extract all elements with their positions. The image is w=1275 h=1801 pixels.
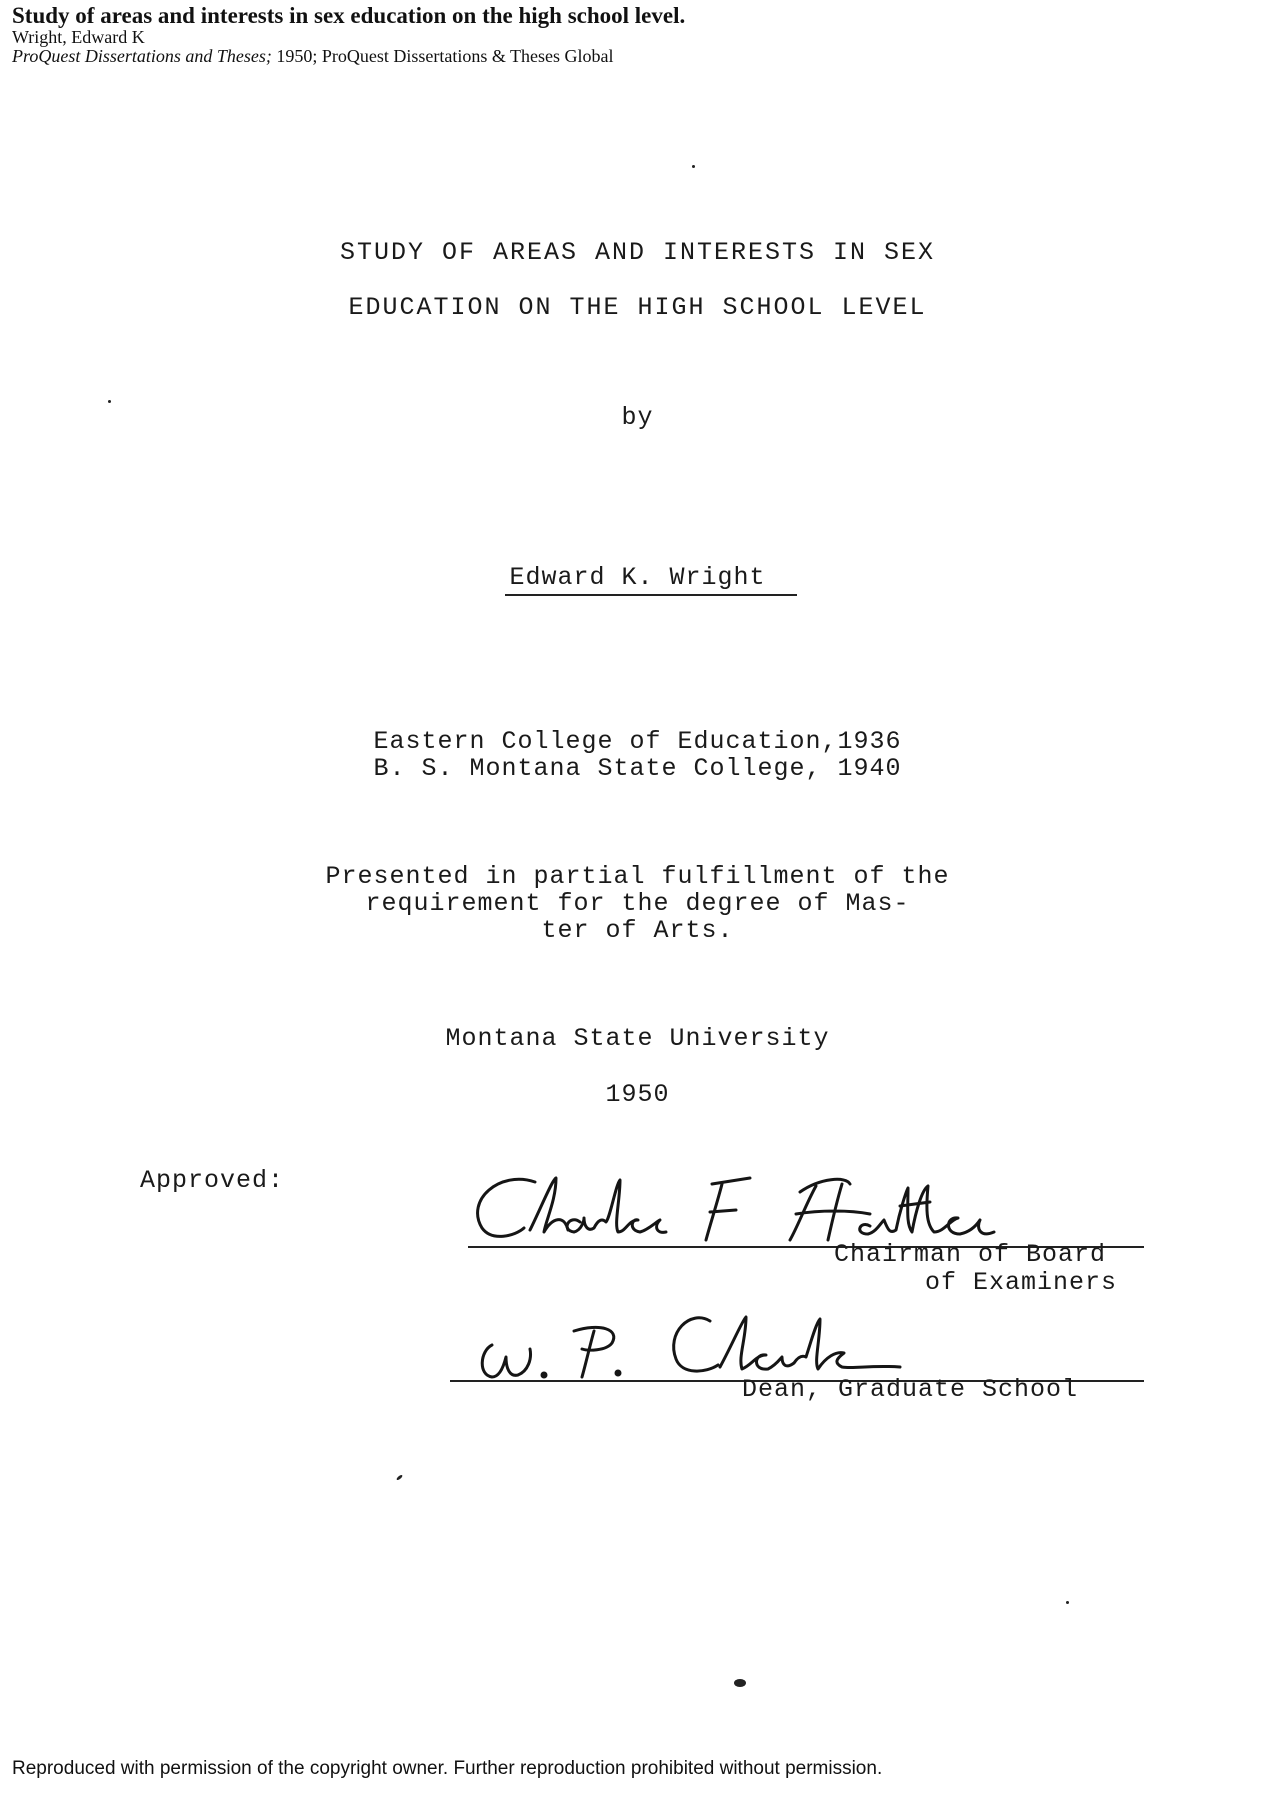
source-publication: ProQuest Dissertations and Theses;: [12, 46, 272, 67]
presented-line-3: ter of Arts.: [541, 916, 734, 945]
dean-signature: [470, 1305, 1030, 1385]
presented-line-2: requirement for the degree of Mas-: [365, 889, 910, 918]
approved-label: Approved:: [140, 1166, 285, 1195]
document-title: Study of areas and interests in sex education on the high school level.: [12, 3, 686, 28]
citation-header: [12, 4, 685, 66]
prior-degree-line-2: B. S. Montana State College, 1940: [373, 754, 902, 783]
chairman-signature-drawing: [460, 1170, 1140, 1250]
thesis-title-line-1: STUDY OF AREAS AND INTERESTS IN SEX: [339, 238, 936, 267]
source-details: 1950; ProQuest Dissertations & Theses Global: [271, 46, 614, 67]
presented-line-1: Presented in partial fulfillment of the: [325, 862, 950, 891]
scan-speck: [734, 1679, 746, 1687]
scan-speck: [692, 165, 695, 168]
dean-title: Dean, Graduate School: [742, 1375, 1079, 1404]
university-name: Montana State University: [445, 1024, 830, 1053]
thesis-author-name: Edward K. Wright: [509, 563, 766, 592]
document-author: Wright, Edward K: [12, 27, 145, 48]
chairman-title-line-1: Chairman of Board: [834, 1240, 1107, 1269]
by-label: by: [621, 403, 654, 432]
scan-speck: [1066, 1601, 1069, 1604]
author-name-underline: [505, 594, 797, 596]
prior-degree-line-1: Eastern College of Education,1936: [373, 727, 902, 756]
dean-signature-drawing: [470, 1305, 1030, 1385]
document-source: [12, 47, 685, 66]
chairman-title-line-2: of Examiners: [925, 1268, 1118, 1297]
thesis-title-line-2: EDUCATION ON THE HIGH SCHOOL LEVEL: [348, 293, 927, 322]
chairman-signature: [460, 1170, 1140, 1250]
copyright-notice: Reproduced with permission of the copyright owner. Further reproduction prohibited without permission.: [12, 1758, 883, 1779]
scan-speck: [396, 1474, 403, 1481]
thesis-year: 1950: [605, 1080, 670, 1109]
